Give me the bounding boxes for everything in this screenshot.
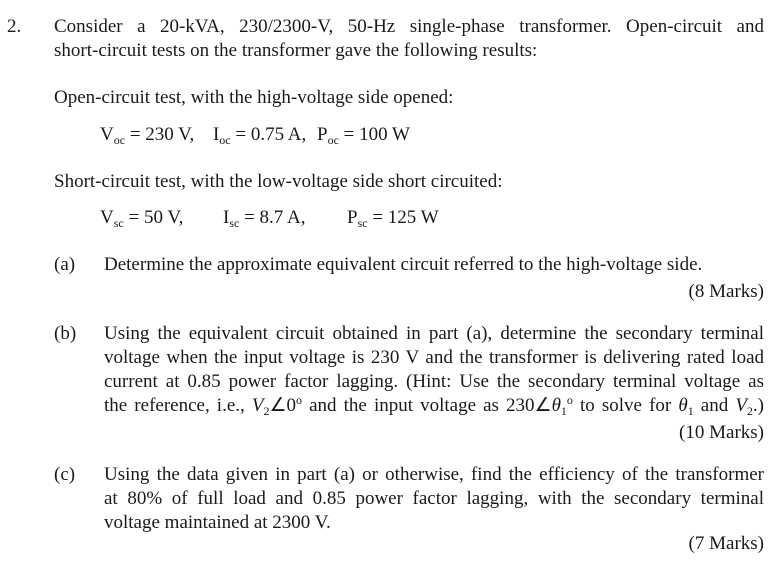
question-number: 2.: [7, 16, 22, 37]
part-c-line-2: at 80% of full load and 0.85 power factor lagging, with the secondary terminal: [104, 488, 764, 509]
sc-voltage: $V_{sc} = 50$ V,: [100, 207, 184, 230]
sc-power: $P_{sc} = 125$ W: [347, 207, 439, 230]
sc-current: $I_{sc} = 8.7$ A,: [223, 207, 306, 230]
part-b-hint-line: the reference, i.e., $V_2\angle 0^o$ and the input voltage as $230\angle\theta_1^o$ to solve for $\theta_1$ and $V_2$.): [104, 393, 764, 418]
intro-line-1: Consider a 20-kVA, 230/2300-V, 50-Hz single-phase transformer. Open-circuit and: [54, 16, 764, 37]
part-c-line-3: voltage maintained at 2300 V.: [104, 512, 331, 533]
part-c-line-1: Using the data given in part (a) or otherwise, find the efficiency of the transformer: [104, 464, 764, 485]
part-b-line-1: Using the equivalent circuit obtained in part (a), determine the secondary terminal: [104, 323, 764, 344]
oc-power: $P_{oc} = 100$ W: [317, 124, 410, 147]
part-b-line-3: current at 0.85 power factor lagging. (Hint: Use the secondary terminal voltage as: [104, 371, 764, 392]
oc-voltage: $V_{oc} = 230$ V,: [100, 124, 195, 147]
part-c-label: (c): [54, 464, 76, 485]
part-c-marks: (7 Marks): [688, 533, 764, 554]
part-a-text: Determine the approximate equivalent circuit referred to the high-voltage side.: [104, 254, 703, 275]
part-a-marks: (8 Marks): [688, 281, 764, 302]
intro-line-2: short-circuit tests on the transformer gave the following results:: [54, 40, 538, 61]
part-b-marks: (10 Marks): [679, 422, 764, 443]
sc-test-values: [100, 207, 184, 230]
part-b-line-2: voltage when the input voltage is 230 V and the transformer is delivering rated load: [104, 347, 764, 368]
oc-current: $I_{oc} = 0.75$ A,: [212, 124, 307, 147]
part-a-label: (a): [54, 254, 76, 275]
sc-test-heading: Short-circuit test, with the low-voltage side short circuited:: [54, 171, 503, 192]
oc-test-values: [100, 124, 410, 147]
part-b-label: (b): [54, 323, 77, 344]
oc-test-heading: Open-circuit test, with the high-voltage side opened:: [54, 87, 454, 108]
